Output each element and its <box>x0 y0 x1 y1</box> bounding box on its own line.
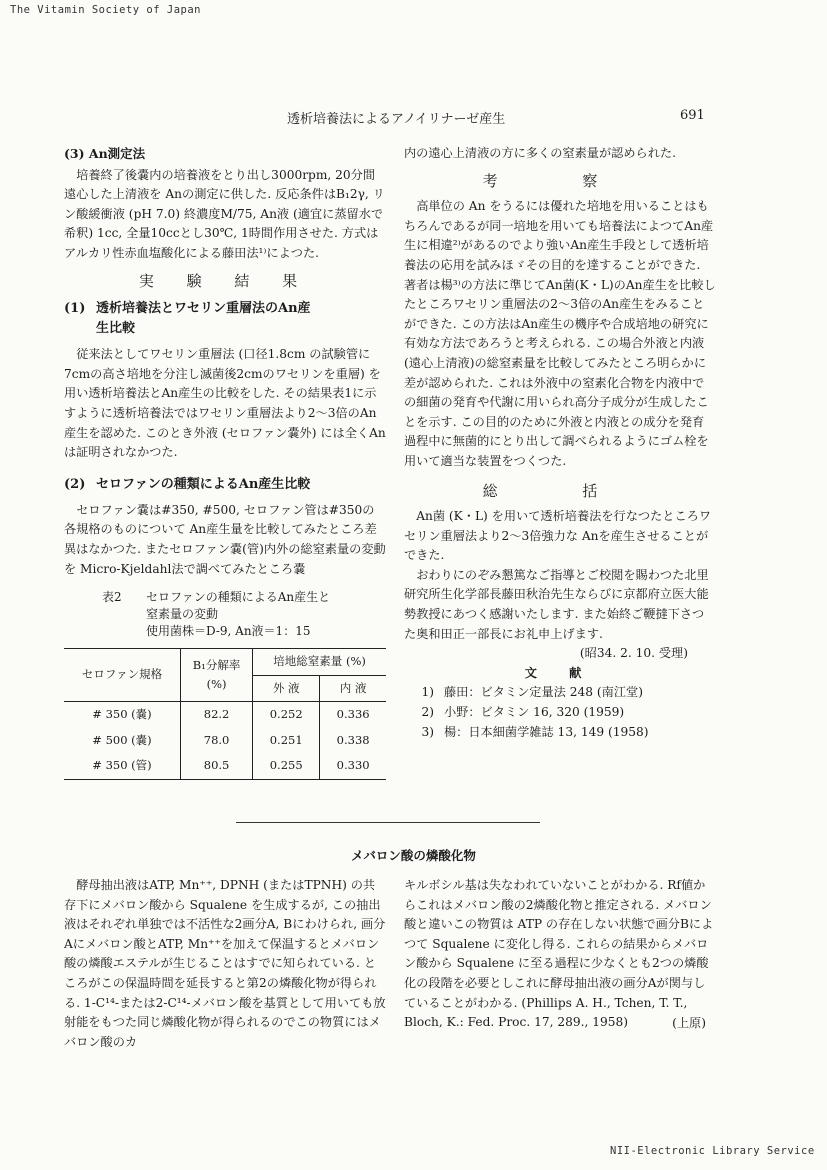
col-header-spec: セロファン規格 <box>64 649 180 702</box>
section-3-paragraph: 培養終了後嚢内の培養液をとり出し3000rpm, 20分間遠心した上清液を Anの測定に供した. 反応条件はB₁2γ, リン酸緩衝液 (pH 7.0) 終濃度M/75, An液 (適宜に蒸留水で希釈) 1cc, 全量10ccとし30℃, 1時間作用させた. 方式はアルカリ性赤血塩酸化による藤田法¹⁾によつた. <box>64 167 385 260</box>
table-label: 表2 <box>102 590 122 605</box>
results-1-heading <box>64 299 386 339</box>
results-2-heading <box>64 475 386 495</box>
left-column <box>64 144 386 780</box>
reference-text: 楊：日本細菌学雑誌 13, 149 (1958) <box>444 724 649 739</box>
cell-inner: 0.330 <box>320 753 386 779</box>
results-1-title-a: 透析培養法とワセリン重層法のAn産 <box>96 301 311 317</box>
cell-inner: 0.338 <box>320 728 386 754</box>
reference-number: 3) <box>421 724 434 739</box>
results-1-title-b: 生比較 <box>96 321 136 337</box>
cell-spec: # 500 (嚢) <box>92 732 152 747</box>
table-caption-line-1: セロファンの種類によるAn産生と <box>146 590 331 605</box>
publisher-watermark: The Vitamin Society of Japan <box>10 4 202 16</box>
cell-inner: 0.336 <box>320 702 386 728</box>
reference-item <box>404 703 716 723</box>
cell-outer: 0.251 <box>253 728 320 754</box>
reference-item <box>404 683 716 703</box>
discussion-paragraph: 高単位の An をうるには優れた培地を用いることはもちろんであるが同一培地を用いても培養法によつてAn産生に相違²⁾があるのでより強いAn産生手段として透析培養法の応用を試みほゞその目的を達することができた. 著者は楊³⁾の方法に準じてAn菌(K・L)のAn産生を比較したところワセリン重層法の2～3倍のAn産生をみることができた. この方法はAn産生の機序や合成培地の研究に有効な方法であろうと考えられる. この場合外液と内液(遠心上清液)の総窒素量を比較してみたところ明らかに差が認められた. これは外液中の窒素化合物を内液中での細菌の発育や代謝に用いられ高分子成分が生成したことを示す. この目的のために外液と内液との成分を発育過程中に無菌的にとり出して調べられるようにゴム栓を用いて適当な装置をつくつた. <box>404 199 716 468</box>
article-2-author: (上原) <box>672 1015 706 1030</box>
reference-list <box>404 683 716 742</box>
discussion-heading: 考 察 <box>482 171 638 190</box>
article-2-right-paragraph: キルボシル基は失なわれていないことがわかる. Rf値からこれはメバロン酸の2燐酸化物と推定される. メバロン酸と違いこの物質は ATP の存在しない状態で画分Bによつて Squalene に変化し得る. これらの結果からメバロン酸から Squalene に至る過程に少なくとも2つの燐酸化の段階を必要としこれに酵母抽出液の画分Aが関与していることがわかる. (Phillips A. H., Tchen, T. T., Bloch, K.: Fed. Proc. 17, 289., 1958) <box>404 878 714 1030</box>
section-divider <box>236 822 540 823</box>
nii-watermark: NII-Electronic Library Service <box>610 1145 815 1157</box>
article-2-right-column <box>404 876 716 1033</box>
section-3-heading: (3) An測定法 <box>64 146 146 161</box>
summary-heading: 総 括 <box>482 481 638 500</box>
cell-outer: 0.252 <box>253 702 320 728</box>
article-2-left-paragraph: 酵母抽出液はATP, Mn⁺⁺, DPNH (またはTPNH) の共存下にメバロン酸から Squalene を生成するが, この抽出液はそれぞれ単独では不活性な2画分A, Bにわけられ, 画分Aにメバロン酸とATP, Mn⁺⁺を加えて保温するとメバロン酸の燐酸エステルが生じることはすでに知られている. ところがこの保温時間を延長すると第2の燐酸化物が得られる. 1-C¹⁴-または2-C¹⁴-メバロン酸を基質として用いても放射能をもつた同じ燐酸化物が得られるのでこの物質にはメバロン酸のカ <box>64 878 386 1049</box>
results-2-paragraph: セロファン嚢は#350, #500, セロファン管は#350の各規格のものについて An産生量を比較してみたところ差異はなかつた. またセロファン嚢(管)内外の総窒素量の変動を Micro-Kjeldahl法で調べてみたところ嚢 <box>64 502 386 576</box>
table-caption-line-2: 窒素量の変動 <box>146 607 219 622</box>
reference-number: 1) <box>421 685 434 700</box>
col-header-outer: 外 液 <box>253 675 320 702</box>
col-header-nitrogen: 培地総窒素量 (%) <box>253 649 386 676</box>
cell-b1: 82.2 <box>180 702 252 728</box>
reference-text: 小野：ビタミン 16, 320 (1959) <box>444 705 625 720</box>
col-header-b1 <box>180 649 252 702</box>
results-2-title: セロファンの種類によるAn産生比較 <box>96 476 311 492</box>
results-1-number: (1) <box>64 301 86 317</box>
received-date: (昭34. 2. 10. 受理) <box>579 646 688 661</box>
summary-paragraph: An菌 (K・L) を用いて透析培養法を行なつたところワセリン重層法より2～3倍強力な Anを産生させることができた. <box>404 509 712 563</box>
results-1-paragraph: 従来法としてワセリン重層法 (口径1.8cm の試験管に7cmの高さ培地を分注し滅菌後2cmのワセリンを重層) を用い透析培養法とAn産生の比較をした. その結果表1に示すように透析培養法ではワセリン重層法より2～3倍のAn産生を認めた. このとき外液 (セロファン嚢外) には全くAnは証明されなかつた. <box>64 347 386 460</box>
references-heading: 文 献 <box>524 665 596 680</box>
table-row <box>64 753 386 779</box>
running-head: 透析培養法によるアノイリナーゼ産生 <box>287 112 506 127</box>
cell-b1: 78.0 <box>180 728 252 754</box>
article-2-title: メバロン酸の燐酸化物 <box>351 848 476 863</box>
results-heading: 実 験 結 果 <box>138 271 312 290</box>
results-2-number: (2) <box>64 476 86 492</box>
table-row <box>64 728 386 754</box>
col-header-b1-line-2: (%) <box>206 677 227 692</box>
cell-outer: 0.255 <box>253 753 320 779</box>
article-2-left-column <box>64 876 386 1052</box>
cell-spec: # 350 (嚢) <box>64 702 180 728</box>
reference-text: 藤田：ビタミン定量法 248 (南江堂) <box>444 685 643 700</box>
reference-item <box>404 723 716 743</box>
continued-line: 内の遠心上清液の方に多くの窒素量が認められた. <box>404 146 676 160</box>
page-number: 691 <box>680 108 705 123</box>
reference-number: 2) <box>421 705 434 720</box>
col-header-b1-line-1: B₁分解率 <box>192 657 241 672</box>
cell-spec: # 350 (管) <box>64 753 180 779</box>
table-2 <box>64 648 386 780</box>
acknowledgement-paragraph: おわりにのぞみ懇篤なご指導とご校閲を賜わつた北里研究所生化学部長藤田秋治先生ならびに京都府立医大能勢教授にあつく感謝いたします. また始終ご鞭撻下さつた奥和田正一部長にお礼申上げます. <box>404 567 709 641</box>
table-caption-line-3: 使用菌株＝D-9, An液＝1：15 <box>146 624 311 639</box>
right-column <box>404 144 716 742</box>
col-header-inner: 内 液 <box>320 675 386 702</box>
table-caption <box>64 589 386 640</box>
cell-b1: 80.5 <box>180 753 252 779</box>
table-row <box>64 702 386 728</box>
